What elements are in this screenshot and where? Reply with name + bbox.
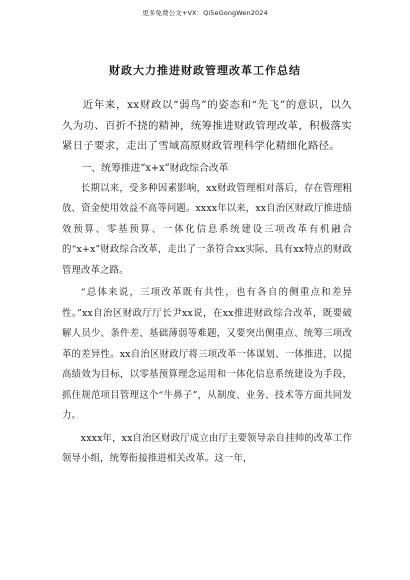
paragraph-quote: “总体来说，三项改革既有共性，也有各自的侧重点和差异性。”xx自治区财政厅厅长尹xx说，在xx推进财政综合改革，既要破解人员少、条件差、基础薄弱等难题，又要突出侧重点、统筹三项改革的差异性。xx自治区财政厅将三项改革一体谋划、一体推进，以提高绩效为目标，以零基预算理念运用和一体化信息系统建设为手段，抓住规范项目管理这个“牛鼻子”，从制度、业务、技术等方面共同发力。 [62, 287, 352, 421]
document-body [62, 95, 352, 472]
header-note: 更多免费公文+VX：Qi5eGongWen2024 [142, 9, 268, 17]
section-heading: 一、统筹推进“x+x”财政综合改革 [81, 162, 229, 174]
paragraph-leadership: xxxx年，xx自治区财政厅成立由厅主要领导亲自挂帅的改革工作领导小组，统筹衔接推进相关改革。这一年， [62, 432, 352, 464]
paragraph-background: 长期以来，受多种因素影响，xx财政管理相对落后，存在管理粗放、资金使用效益不高等问题。xxxx年以来，xx自治区财政厅推进绩效预算、零基预算、一体化信息系统建设三项改革有机融合的“x+x”财政综合改革，走出了一条符合xx实际、具有xx特点的财政管理改革之路。 [62, 182, 352, 276]
paragraph-intro: 近年来，xx财政以“弱鸟”的姿态和“先飞”的意识，以久久为功、百折不挠的精神，统筹推进财政管理改革，积极落实紧日子要求，走出了雪域高原财政管理科学化精细化路径。 [62, 99, 352, 152]
document-title: 财政大力推进财政管理改革工作总结 [109, 64, 301, 77]
